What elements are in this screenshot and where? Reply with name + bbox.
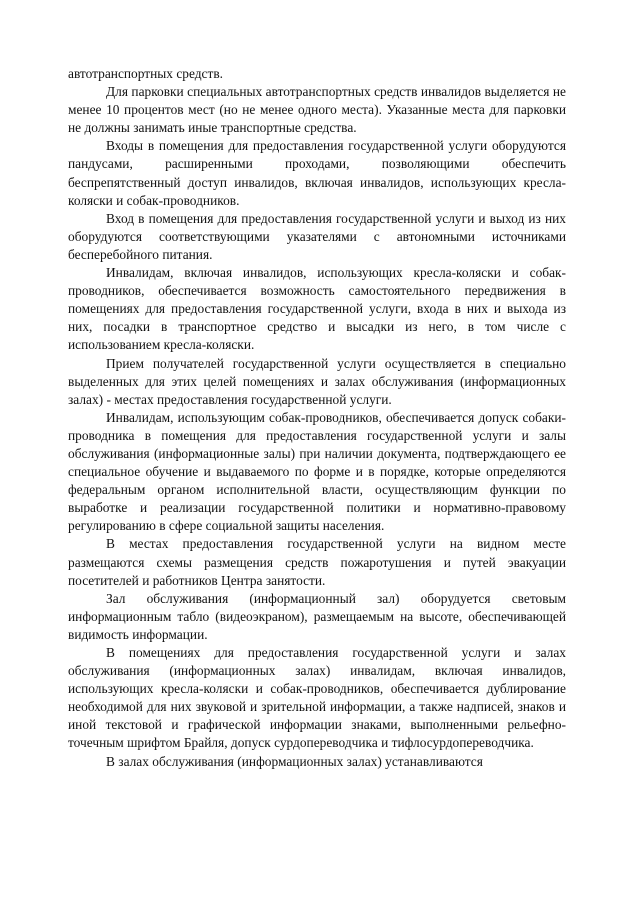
paragraph-reception: Прием получателей государственной услуги осуществляется в специально выделенных для этих целей помещениях и залах обслуживания (информационных залах) - местах предоставления государственной услуги. <box>68 355 566 407</box>
paragraph-display-board: Зал обслуживания (информационный зал) оборудуется световым информационным табло (видеоэкраном), размещаемым на высоте, обеспечивающей видимость информации. <box>68 590 566 642</box>
paragraph-evacuation: В местах предоставления государственной услуги на видном месте размещаются схемы размещения средств пожаротушения и путей эвакуации посетителей и работников Центра занятости. <box>68 536 566 588</box>
document-body <box>68 65 566 771</box>
paragraph-exit-signs: Вход в помещения для предоставления государственной услуги и выход из них оборудуются соответствующими указателями с автономными источниками бесперебойного питания. <box>68 210 566 262</box>
paragraph-halls: В залах обслуживания (информационных залах) устанавливаются <box>106 753 483 769</box>
paragraph-continuation: автотранспортных средств. <box>68 66 224 81</box>
paragraph-guide-dogs: Инвалидам, использующим собак-проводников, обеспечивается допуск собаки-проводника в помещения для предоставления государственной услуги и залы обслуживания (информационные залы) при наличии документа, подтверждающего ее специальное обучение и выдаваемого по форме и в порядке, которые определяются федеральным органом исполнительной власти, осуществляющим функции по выработке и реализации государственной политики и нормативно-правовому регулированию в сфере социальной защиты населения. <box>68 409 566 534</box>
paragraph-movement: Инвалидам, включая инвалидов, использующих кресла-коляски и собак-проводников, обеспечивается возможность самостоятельного передвижения в помещениях для предоставления государственной услуги, входа в них и выхода из них, посадки в транспортное средство и высадки из него, в том числе с использованием кресла-коляски. <box>68 265 566 353</box>
paragraph-braille: В помещениях для предоставления государственной услуги и залах обслуживания (информационных залах) инвалидам, включая инвалидов, использующих кресла-коляски и собак-проводников, обеспечивается дублирование необходимой для них звуковой и зрительной информации, а также надписей, знаков и иной текстовой и графической информации знаками, выполненными рельефно-точечным шрифтом Брайля, допуск сурдопереводчика и тифлосурдопереводчика. <box>68 645 566 751</box>
paragraph-entrances: Входы в помещения для предоставления государственной услуги оборудуются пандусами, расширенными проходами, позволяющими обеспечить беспрепятственный доступ инвалидов, включая инвалидов, использующих кресла-коляски и собак-проводников. <box>68 138 566 208</box>
paragraph-parking: Для парковки специальных автотранспортных средств инвалидов выделяется не менее 10 процентов мест (но не менее одного места). Указанные места для парковки не должны занимать иные транспортные средства. <box>68 84 566 136</box>
